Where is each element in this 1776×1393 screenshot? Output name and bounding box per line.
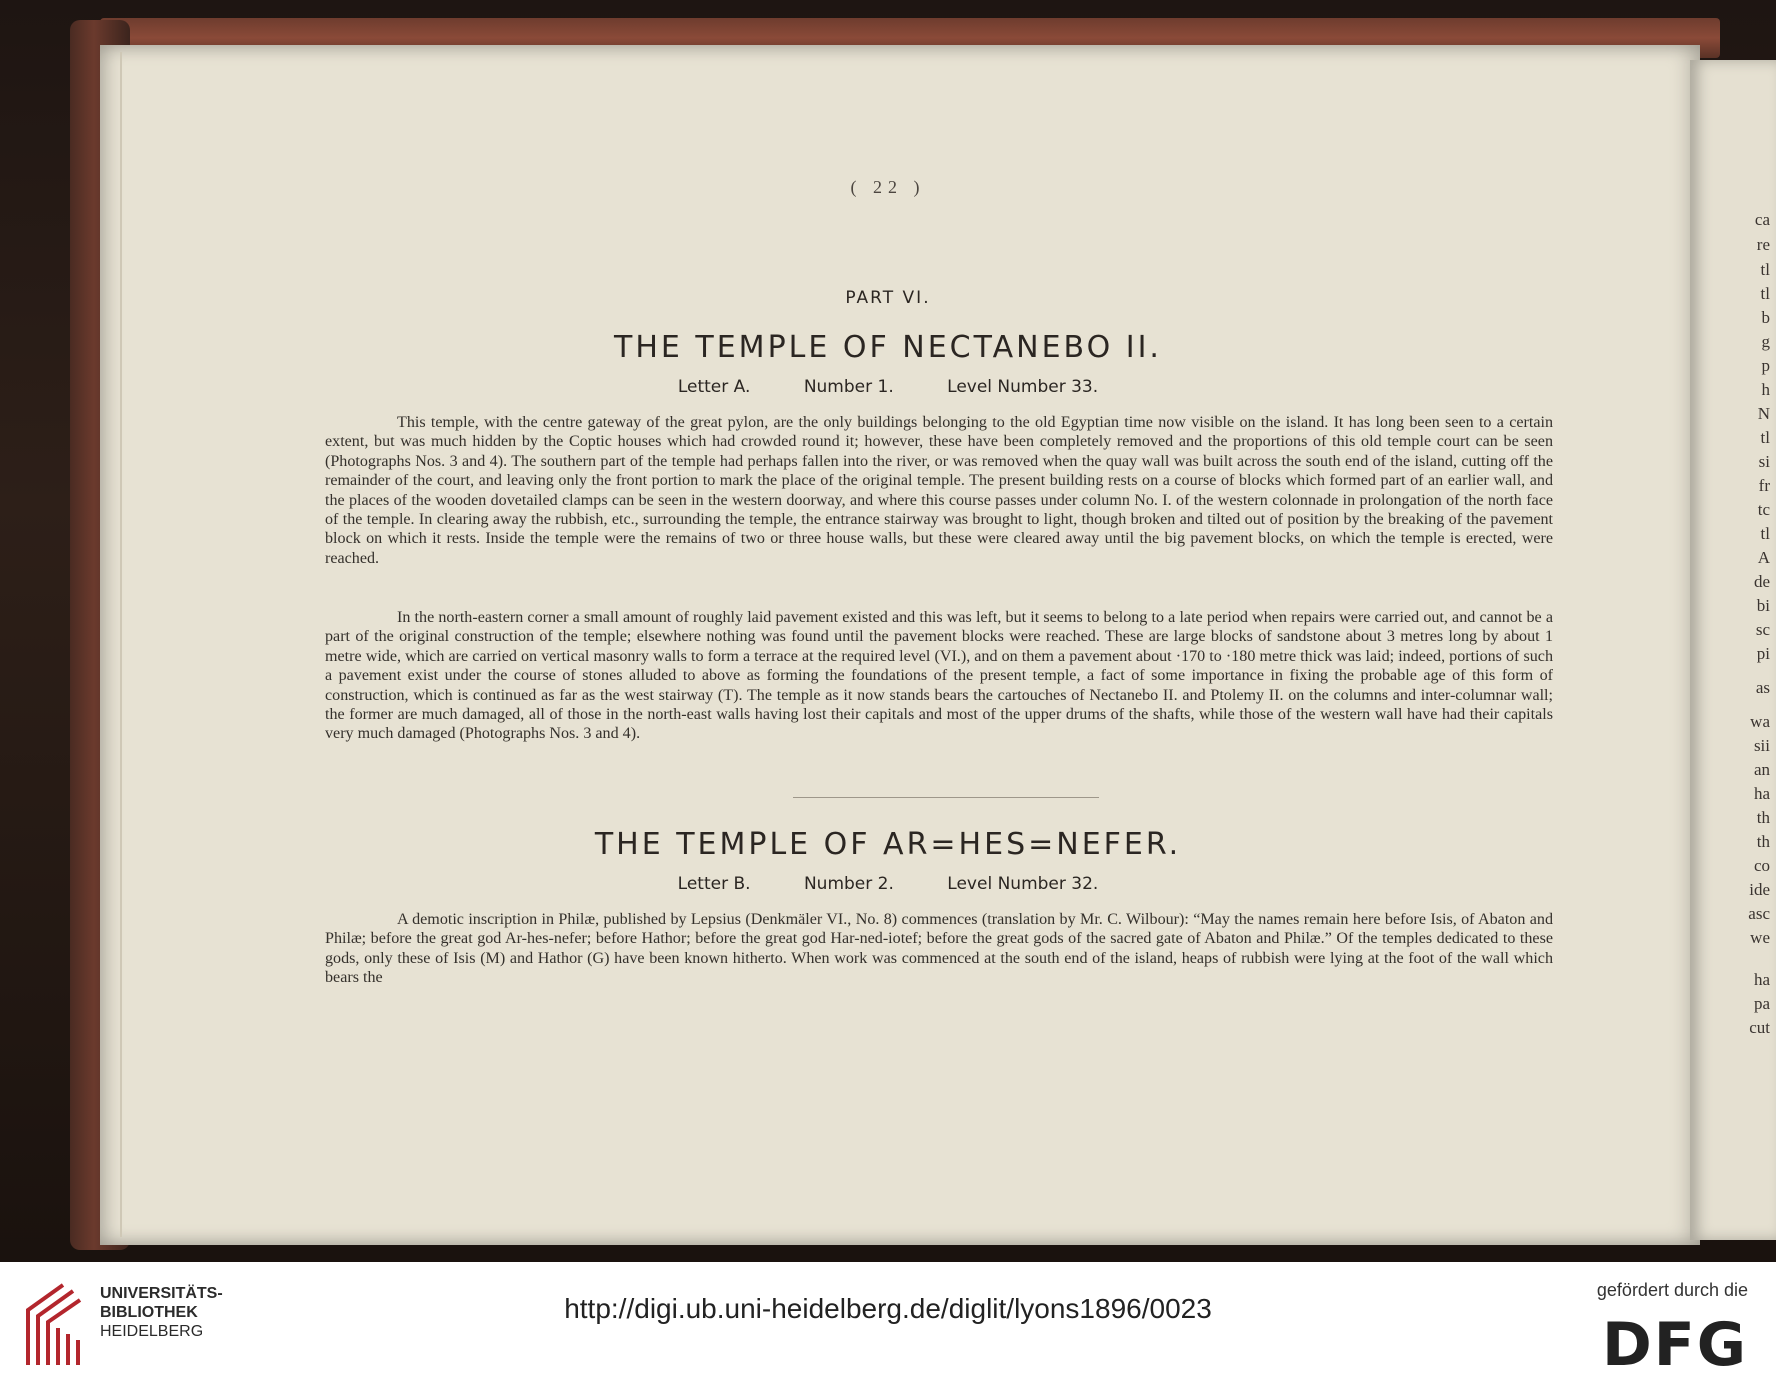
paragraph-ar-hes-nefer-1: A demotic inscription in Philæ, published by Lepsius (Denkmäler VI., No. 8) commences (translation by Mr. C. Wilbour): “May the names remain here before Isis, of Abaton and Philæ; before the great god Ar-hes-nefer; before Hathor; before the great god Har-ned-iotef; before the great gods of the sacred gate of Abaton and Philæ.” Of the temples dedicated to these gods, only these of Isis (M) and Hathor (G) have been known hitherto. When work was commenced at the south end of the island, heaps of rubbish were lying at the foot of the wall which bears the <box>325 911 1553 987</box>
facing-page-fragment: b <box>1761 308 1770 327</box>
library-line-3: HEIDELBERG <box>100 1323 204 1340</box>
facing-page <box>1690 60 1776 1240</box>
page-edge-line <box>120 52 122 1237</box>
section-title-nectanebo: THE TEMPLE OF NECTANEBO II. <box>614 330 1162 365</box>
facing-page-fragment: ha <box>1753 970 1770 989</box>
facing-page-fragment: A <box>1757 548 1770 567</box>
number-label: Number 2. <box>803 874 894 894</box>
level-label: Level Number 32. <box>947 874 1099 894</box>
facing-page-fragment: N <box>1757 404 1770 423</box>
facing-page-fragment: tl <box>1760 428 1770 447</box>
facing-page-fragment: th <box>1756 832 1770 851</box>
facing-page-fragment: asc <box>1748 904 1770 923</box>
facing-page-fragment: an <box>1753 760 1770 779</box>
dfg-logo: DFG <box>1601 1310 1748 1380</box>
facing-page-fragment: g <box>1761 332 1770 351</box>
section-subline-nectanebo <box>0 377 1776 397</box>
library-line-1: UNIVERSITÄTS- <box>100 1285 223 1302</box>
facing-page-fragment: tl <box>1760 524 1770 543</box>
letter-label: Letter B. <box>677 874 751 894</box>
section-title-ar-hes-nefer: THE TEMPLE OF AR=HES=NEFER. <box>594 827 1182 862</box>
facing-page-fragment: cut <box>1749 1018 1770 1037</box>
facing-page-fragment: pi <box>1756 644 1770 663</box>
number-label: Number 1. <box>803 377 894 397</box>
facing-page-fragment: pa <box>1753 994 1770 1013</box>
facing-page-fragment: si <box>1758 452 1770 471</box>
facing-page-fragment: tl <box>1760 284 1770 303</box>
level-label: Level Number 33. <box>947 377 1099 397</box>
letter-label: Letter A. <box>677 377 751 397</box>
facing-page-fragment: tl <box>1760 260 1770 279</box>
section-divider <box>793 797 1099 798</box>
facing-page-fragment: sii <box>1753 736 1770 755</box>
viewer-footer <box>0 1262 1776 1393</box>
facing-page-fragment: we <box>1750 928 1770 947</box>
library-line-2: BIBLIOTHEK <box>100 1304 198 1321</box>
part-heading: PART VI. <box>845 288 931 308</box>
section-subline-ar-hes-nefer <box>0 874 1776 894</box>
facing-page-fragment: p <box>1761 356 1770 375</box>
facing-page-fragment: ide <box>1749 880 1770 899</box>
facing-page-fragment: as <box>1755 678 1770 697</box>
facing-page-fragment: wa <box>1750 712 1770 731</box>
facing-page-fragment: bi <box>1756 596 1770 615</box>
facing-page-fragment: th <box>1756 808 1770 827</box>
facing-page-fragment: fr <box>1758 476 1770 495</box>
facing-page-fragment: ha <box>1753 784 1770 803</box>
page-number: ( 22 ) <box>850 177 926 197</box>
facing-page-fragment: h <box>1761 380 1770 399</box>
facing-page-fragment: sc <box>1755 620 1770 639</box>
permalink-url[interactable]: http://digi.ub.uni-heidelberg.de/diglit/lyons1896/0023 <box>564 1293 1212 1324</box>
facing-page-fragment: co <box>1753 856 1770 875</box>
paragraph-nectanebo-2: In the north-eastern corner a small amount of roughly laid pavement existed and this was left, but it seems to belong to a late period when repairs were carried out, and cannot be a part of the original construction of the temple; elsewhere nothing was found until the pavement blocks were reached. These are large blocks of sandstone about 3 metres long by about 1 metre wide, which are carried on vertical masonry walls to form a terrace at the required level (VI.), and on them a pavement about ·170 to ·180 metre thick was laid; indeed, portions of such a pavement exist under the course of stones alluded to above as forming the foundations of the present temple, a fact of some importance in fixing the probable age of this form of construction, which is continued as far as the west stairway (T). The temple as it now stands bears the cartouches of Nectanebo II. and Ptolemy II. on the columns and inter-columnar wall; the former are much damaged, all of those in the north-east walls having lost their capitals and most of the upper drums of the shafts, while those of the western wall have had their capitals very much damaged (Photographs Nos. 3 and 4). <box>325 609 1553 743</box>
paragraph-nectanebo-1: This temple, with the centre gateway of the great pylon, are the only buildings belonging to the old Egyptian time now visible on the island. It has long been seen to a certain extent, but was much hidden by the Coptic houses which had crowded round it; however, these have been completely removed and the proportions of this old temple court can be seen (Photographs Nos. 3 and 4). The southern part of the temple had perhaps fallen into the river, or was removed when the quay wall was built across the south end of the island, cutting off the remainder of the court, and leaving only the front portion to mark the place of the original temple. The present building rests on a course of blocks which formed part of an earlier wall, and the places of the wooden dovetailed clamps can be seen in the western doorway, and where this course passes under column No. I. of the western colonnade in prolongation of the north face of the temple. In clearing away the rubbish, etc., surrounding the temple, the entrance stairway was brought to light, though broken and tilted out of position by the breaking of the pavement block on which it rests. Inside the temple were the remains of two or three house walls, but these were cleared away until the big pavement blocks, on which the temple is erected, were reached. <box>325 414 1553 567</box>
funding-caption: gefördert durch die <box>1596 1280 1748 1300</box>
facing-page-fragment: de <box>1753 572 1770 591</box>
facing-page-fragment: ca <box>1754 210 1770 229</box>
facing-page-fragment: tc <box>1757 500 1770 519</box>
facing-page-fragment: re <box>1756 235 1770 254</box>
